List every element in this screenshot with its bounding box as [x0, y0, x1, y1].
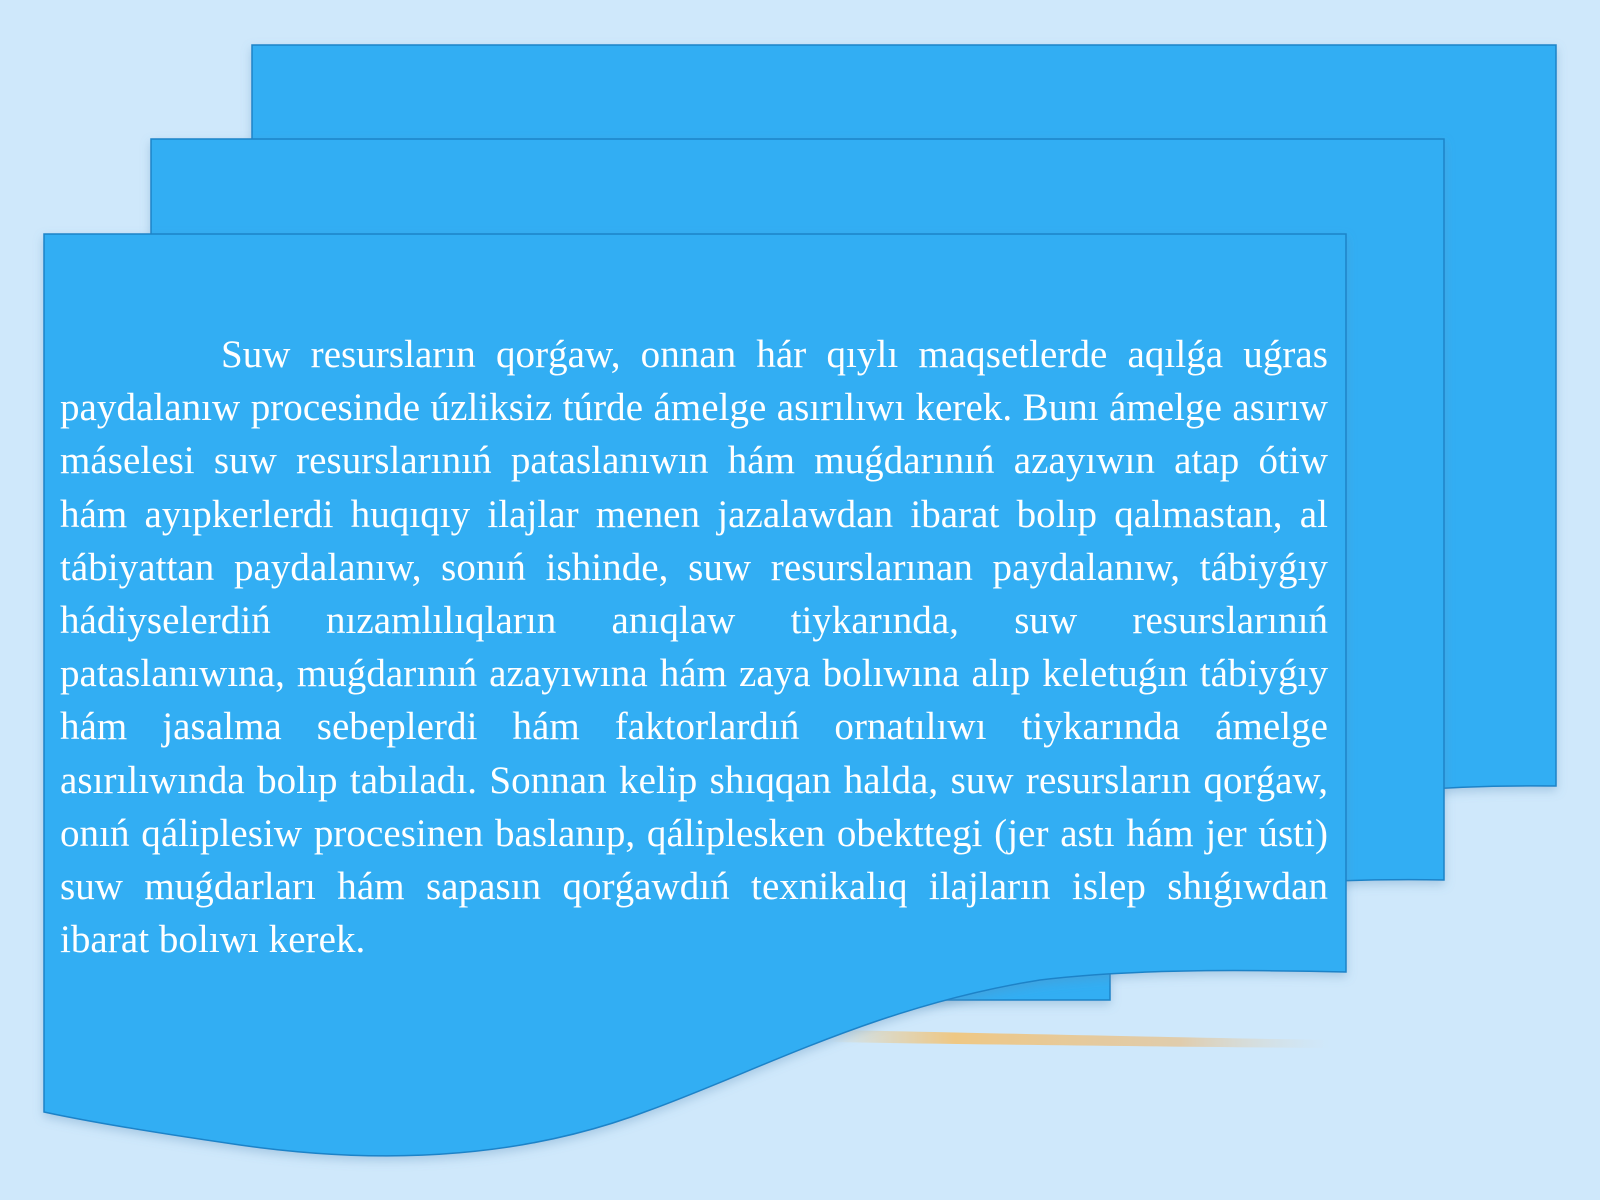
accent-stripe [830, 1030, 1330, 1048]
body-paragraph: Suw resursların qorǵaw, onnan hár qıylı maqsetlerde aqılǵa uǵras paydalanıw procesinde úzliksiz túrde ámelge asırılıwı kerek. Bunı ámelge asırıw máselesi suw resurslarınıń pataslanıwın hám muǵdarınıń azayıwın atap ótiw hám ayıpkerlerdi huqıqıy ilajlar menen jazalawdan ibarat bolıp qalmastan, al tábiyattan paydalanıw, sonıń ishinde, suw resurslarınan paydalanıw, tábiyǵıy hádiyselerdiń nızamlılıqların anıqlaw tiykarında, suw resurslarınıń pataslanıwına, muǵdarınıń azayıwına hám zaya bolıwına alıp keletuǵın tábiyǵıy hám jasalma sebeplerdi hám faktorlardıń ornatılıwı tiykarında ámelge asırılıwında bolıp tabıladı. Sonnan kelip shıqqan halda, suw resursların qorǵaw, onıń qáliplesiw procesinen baslanıp, qáliplesken obekttegi (jer astı hám jer ústi) suw muǵdarları hám sapasın qorǵawdıń texnikalıq ilajların islep shıǵıwdan ibarat bolıwı kerek. [60, 333, 1328, 962]
